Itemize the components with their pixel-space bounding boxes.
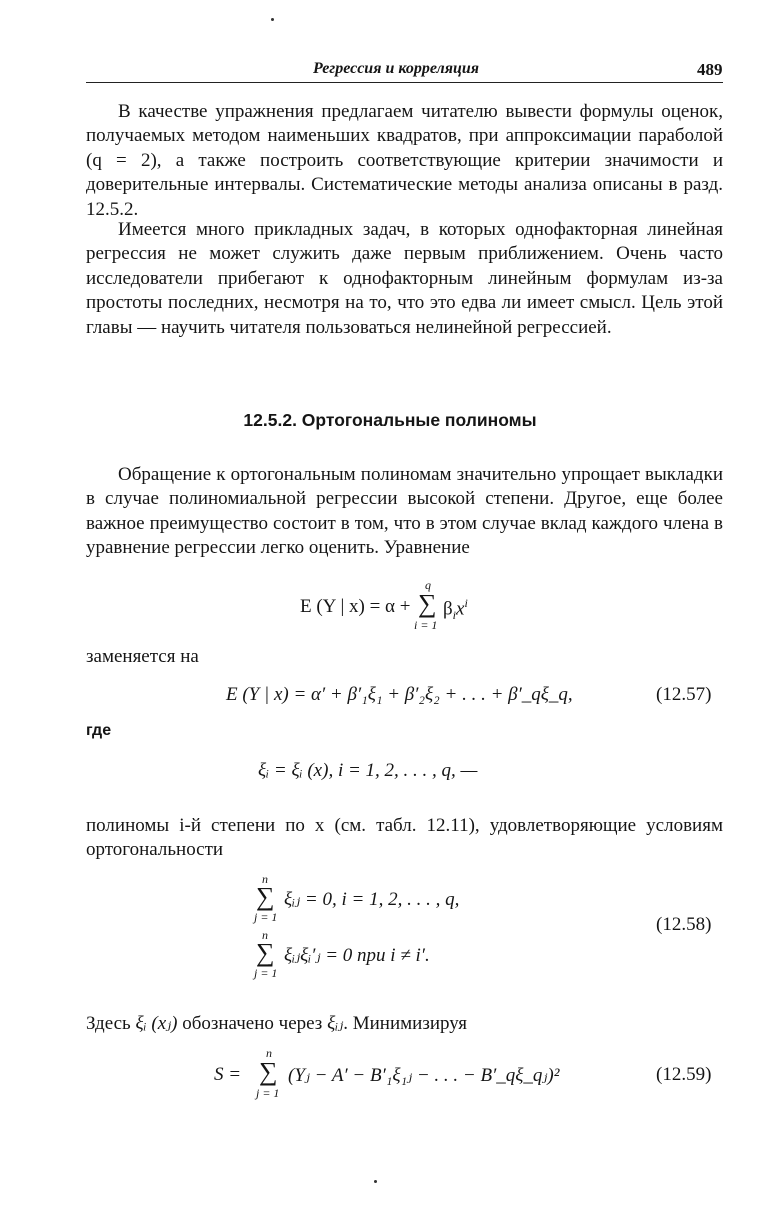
eq59-lhs: S = xyxy=(214,1064,242,1085)
paragraph-exercise: В качестве упражнения предлагаем читателю вывести формулы оценок, получаемых методом наименьших квадратов, при аппроксимации параболой (q = 2), а также построить соответствующие критерии значимости и доверительные интервалы. Систематические методы анализа описаны в разд. 12.5.2. xyxy=(86,101,723,220)
eq58a-upper: n xyxy=(262,872,268,886)
scan-speck xyxy=(374,1180,377,1183)
equation-xi-definition: ξᵢ = ξᵢ (x), i = 1, 2, . . . , q, — xyxy=(258,760,478,781)
label-where: где xyxy=(86,722,112,739)
equation-number-12-59: (12.59) xyxy=(656,1064,712,1085)
paragraph-notation: Здесь ξᵢ (xⱼ) обозначено через ξᵢⱼ. Минимизируя xyxy=(86,1013,468,1034)
sigma-symbol: ∑ xyxy=(418,589,437,618)
eq58b-body: ξᵢⱼξᵢ′ⱼ = 0 при i ≠ i′. xyxy=(284,945,430,966)
running-header-title: Регрессия и корреляция xyxy=(313,60,480,77)
label-replaced-by: заменяется на xyxy=(86,646,199,667)
eq1-sum-lower: i = 1 xyxy=(414,618,438,632)
eq1-lhs: E (Y | x) = α + xyxy=(300,596,411,617)
scan-speck xyxy=(271,18,274,21)
eq59-body: (Yⱼ − A′ − B′₁ξ₁ⱼ − . . . − B′_qξ_qⱼ)² xyxy=(288,1065,560,1086)
equation-number-12-58: (12.58) xyxy=(656,914,712,935)
sigma-symbol: ∑ xyxy=(256,938,275,967)
sigma-symbol: ∑ xyxy=(256,882,275,911)
paragraph-nonlinear-motivation: Имеется много прикладных задач, в которых однофакторная линейная регрессия не может служить даже первым приближением. Очень часто исследователи прибегают к однофакторным линейным формулам из-за простоты последних, несмотря на то, что это едва ли имеет смысл. Цель этой главы — научить читателя пользоваться нелинейной регрессией. xyxy=(86,219,723,338)
eq58a-lower: j = 1 xyxy=(254,910,278,924)
section-heading: 12.5.2. Ортогональные полиномы xyxy=(243,410,537,430)
eq1-term: $\beta_ix^i$ xyxy=(443,596,468,623)
eq58b-upper: n xyxy=(262,928,268,942)
equation-12-57: E (Y | x) = α′ + β′₁ξ₁ + β′₂ξ₂ + . . . + β′_qξ_q, xyxy=(226,684,573,705)
inline-math-xi-ij: ξᵢⱼ xyxy=(327,1013,344,1034)
equation-number-12-57: (12.57) xyxy=(656,684,712,705)
header-divider xyxy=(86,82,723,83)
eq59-upper: n xyxy=(266,1046,272,1060)
eq58b-lower: j = 1 xyxy=(254,966,278,980)
eq1-sum-upper: q xyxy=(425,578,431,592)
page-number: 489 xyxy=(697,60,723,79)
inline-math-xi-xj: ξᵢ (xⱼ) xyxy=(135,1013,178,1034)
eq59-lower: j = 1 xyxy=(256,1086,280,1100)
eq58a-body: ξᵢⱼ = 0, i = 1, 2, . . . , q, xyxy=(284,889,460,910)
paragraph-orthogonal-intro: Обращение к ортогональным полиномам значительно упрощает выкладки в случае полиномиальной регрессии высокой степени. Другое, еще более важное преимущество состоит в том, что в этом случае вклад каждого члена в уравнение регрессии легко оценить. Уравнение xyxy=(86,464,723,559)
sigma-symbol: ∑ xyxy=(259,1057,278,1086)
paragraph-polynomials-degree: полиномы i-й степени по x (см. табл. 12.11), удовлетворяющие условиям ортогональности xyxy=(86,815,723,861)
